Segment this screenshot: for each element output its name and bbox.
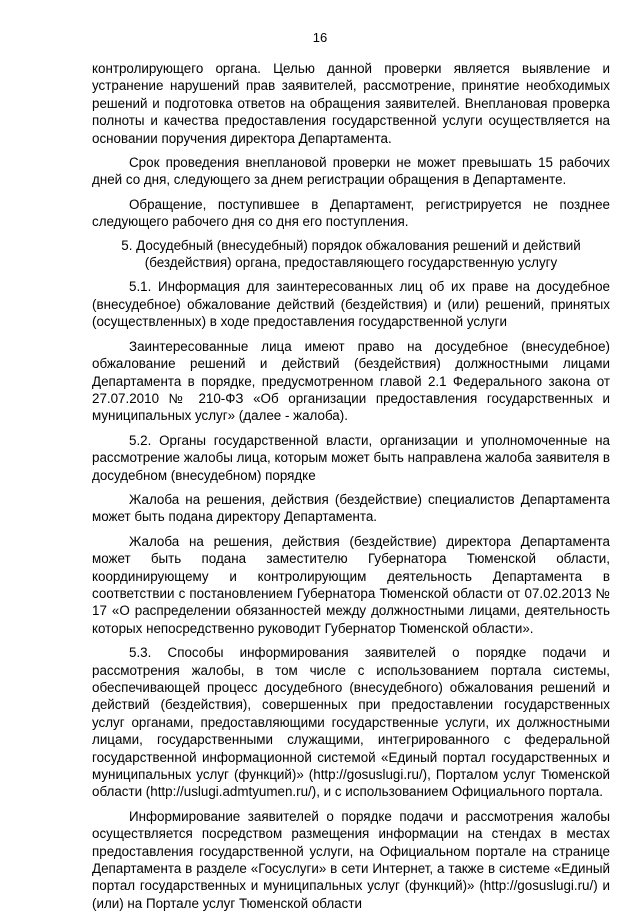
document-body	[92, 60, 610, 912]
paragraph-5-1: 5.1. Информация для заинтересованных лиц об их праве на досудебное (внесудебное) обжалование действий (бездействия) и (или) решений, принятых (осуществленных) в ходе предоставления государственной услуги	[92, 279, 610, 330]
paragraph-complaint-director: Жалоба на решения, действия (бездействие) директора Департамента может быть подана заместителю Губернатора Тюменской области, координирующему и контролирующим деятельность Департамента в соответствии с постановлением Губернатора Тюменской области от 07.02.2013 № 17 «О распределении обязанностей между должностными лицами, деятельность которых непосредственно руководит Губернатор Тюменской области».	[92, 533, 610, 636]
paragraph-inspection-term: Срок проведения внеплановой проверки не может превышать 15 рабочих дней со дня, следующего за днем регистрации обращения в Департаменте.	[92, 155, 610, 188]
paragraph-right-to-appeal: Заинтересованные лица имеют право на досудебное (внесудебное) обжалование решений и действий (бездействия) должностными лицами Департамента в порядке, предусмотренном главой 2.1 Федерального закона от 27.07.2010 № 210-ФЗ «Об организации предоставления государственных и муниципальных услуг» (далее - жалоба).	[92, 338, 610, 424]
paragraph-inspection-goal: контролирующего органа. Целью данной проверки является выявление и устранение нарушений прав заявителей, рассмотрение, принятие необходимых решений и подготовка ответов на обращения заявителей. Внеплановая проверка полноты и качества предоставления государственной услуги осуществляется на основании поручения директора Департамента.	[92, 61, 610, 146]
paragraph-5-3: 5.3. Способы информирования заявителей о порядке подачи и рассмотрения жалобы, в том числе с использованием портала системы, обеспечивающей процесс досудебного (внесудебного) обжалования решений и действий (бездействия), совершенных при предоставлении государственных услуг органами, предоставляющими государственные услуги, их должностными лицами, государственными служащими, интегрированного с федеральной государственной информационной системой «Единый портал государственных и муниципальных услуг (функций)» (http://gosuslugi.ru/), Порталом услуг Тюменской области (http://uslugi.admtyumen.ru/), и с использованием Официального портала.	[92, 645, 610, 800]
paragraph-registration: Обращение, поступившее в Департамент, регистрируется не позднее следующего рабочего дня со дня его поступления.	[92, 196, 610, 230]
paragraph-complaint-specialists: Жалоба на решения, действия (бездействие) специалистов Департамента может быть подана директору Департамента.	[92, 491, 610, 525]
paragraph-informing: Информирование заявителей о порядке подачи и рассмотрения жалобы осуществляется посредством размещения информации на стендах в местах предоставления государственной услуги, на Официальном портале на странице Департамента в разделе «Госуслуги» в сети Интернет, а также в системе «Единый портал государственных и муниципальных услуг (функций)» (http://gosuslugi.ru/) и (или) на Портале услуг Тюменской области	[92, 808, 610, 911]
paragraph-5-2: 5.2. Органы государственной власти, организации и уполномоченные на рассмотрение жалобы лица, которым может быть направлена жалоба заявителя в досудебном (внесудебном) порядке	[92, 432, 610, 483]
page-number: 16	[312, 30, 328, 45]
section-5-heading: 5. Досудебный (внесудебный) порядок обжалования решений и действий (бездействия) органа, предоставляющего государственную услугу	[121, 237, 581, 271]
